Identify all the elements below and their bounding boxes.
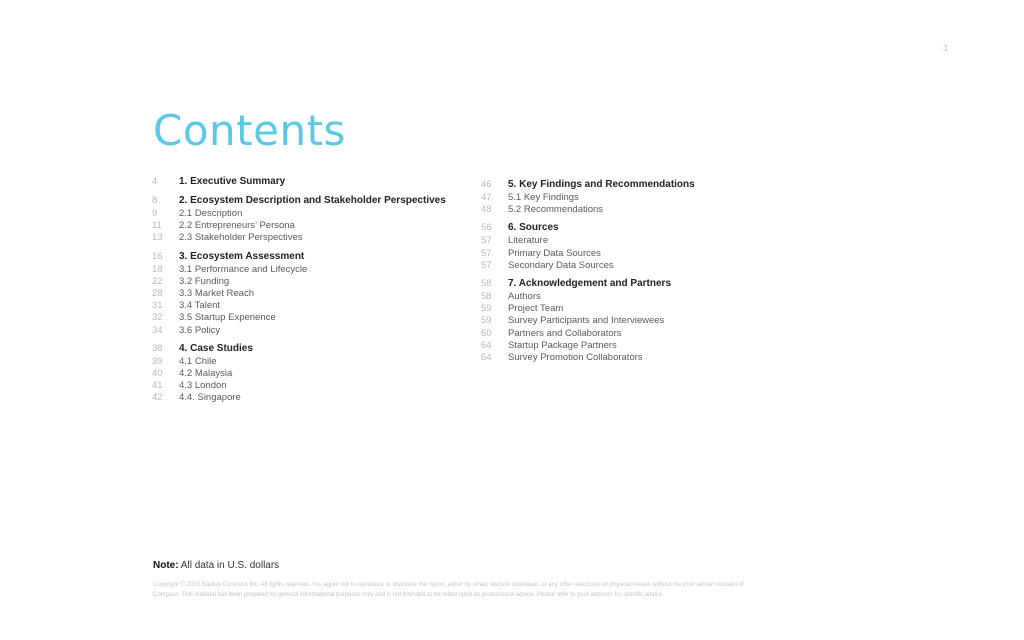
toc-entry-label: Survey Participants and Interviewees: [508, 315, 665, 327]
toc-left-column: [152, 170, 462, 408]
toc-entry-label: 3.3 Market Reach: [179, 288, 254, 300]
toc-page-number: 9: [152, 208, 158, 219]
toc-page-number: 16: [152, 250, 163, 262]
toc-section-heading[interactable]: [481, 177, 741, 192]
toc-page-number: 57: [481, 259, 492, 271]
toc-entry-label: 4.3 London: [179, 380, 227, 392]
toc-heading-label: 4. Case Studies: [179, 342, 253, 354]
toc-entry[interactable]: [152, 232, 462, 244]
toc-section-heading[interactable]: [152, 193, 462, 208]
toc-section: [152, 174, 462, 189]
toc-section-heading[interactable]: [481, 276, 741, 291]
page-number: 3: [943, 44, 948, 53]
toc-section: [152, 249, 462, 337]
toc-entry-label: 3.4 Talent: [179, 300, 221, 312]
toc-page-number: 8: [152, 195, 158, 206]
toc-entry-label: 2.1 Description: [179, 208, 243, 219]
toc-section: [152, 341, 462, 405]
toc-page-number: 31: [152, 300, 163, 312]
toc-section: [152, 193, 462, 245]
toc-entry-label: 2.2 Entrepreneurs’ Persona: [179, 220, 295, 232]
toc-section-heading[interactable]: [152, 341, 462, 356]
toc-entry[interactable]: [481, 328, 741, 340]
toc-page-number: 59: [481, 303, 492, 315]
toc-page-number: 39: [152, 355, 163, 367]
toc-entry[interactable]: [152, 368, 462, 380]
toc-entry[interactable]: [481, 192, 741, 204]
toc-right-column: [481, 173, 741, 367]
toc-page-number: 48: [481, 204, 492, 216]
toc-heading-label: 2. Ecosystem Description and Stakeholder Perspectives: [179, 195, 446, 206]
toc-page-number: 38: [152, 342, 163, 354]
toc-heading-label: 3. Ecosystem Assessment: [179, 250, 305, 262]
toc-entry[interactable]: [481, 260, 741, 272]
toc-entry-label: 3.5 Startup Experience: [179, 312, 276, 324]
toc-entry-label: 5.1 Key Findings: [508, 192, 579, 203]
toc-page-number: 46: [481, 179, 492, 190]
toc-section: [481, 177, 741, 216]
toc-page-number: 34: [152, 324, 163, 336]
toc-section: [481, 276, 741, 364]
toc-entry[interactable]: [481, 315, 741, 327]
toc-heading-label: 1. Executive Summary: [179, 176, 286, 187]
toc-section-heading[interactable]: [152, 174, 462, 189]
toc-entry-label: Literature: [508, 235, 549, 247]
toc-entry-label: 4.2 Malaysia: [179, 368, 233, 380]
copyright-notice: Copyright © 2015 Startup Compass Inc. All rights reserved. You agree not to reproduce or distribute the report, either by email, website download, or any other electronic or physical means without the prior written consent of Compass. This material has been prepared for general informational purposes only and is not intended to be relied upon as professional advice. Please refer to your advisors for specific advice.: [153, 582, 744, 598]
toc-page-number: 57: [481, 235, 492, 247]
toc-page-number: 59: [481, 315, 492, 327]
toc-entry[interactable]: [481, 235, 741, 247]
toc-entry[interactable]: [481, 340, 741, 352]
note-text: All data in U.S. dollars: [180, 560, 280, 571]
toc-entry[interactable]: [481, 291, 741, 303]
toc-page-number: 64: [481, 352, 492, 364]
toc-section-heading[interactable]: [481, 220, 741, 235]
toc-entry-label: Authors: [508, 291, 541, 303]
toc-entry[interactable]: [152, 300, 462, 312]
toc-page-number: 64: [481, 339, 492, 351]
toc-entry-label: Partners and Collaborators: [508, 327, 622, 339]
toc-heading-label: 7. Acknowledgement and Partners: [508, 278, 672, 290]
page-title: Contents: [153, 106, 346, 155]
toc-entry[interactable]: [152, 392, 462, 404]
toc-page-number: 56: [481, 222, 492, 234]
toc-page-number: 58: [481, 291, 492, 303]
toc-entry-label: 3.6 Policy: [179, 324, 221, 336]
toc-entry[interactable]: [152, 264, 462, 276]
toc-page-number: 4: [152, 176, 158, 187]
toc-entry-label: 5.2 Recommendations: [508, 204, 604, 216]
toc-page-number: 47: [481, 192, 492, 203]
toc-page-number: 57: [481, 247, 492, 259]
toc-entry-label: 4.1 Chile: [179, 355, 217, 367]
toc-entry[interactable]: [152, 325, 462, 337]
toc-entry[interactable]: [152, 220, 462, 232]
currency-note: [153, 560, 279, 571]
toc-entry[interactable]: [481, 352, 741, 364]
toc-entry[interactable]: [481, 248, 741, 260]
toc-entry-label: Secondary Data Sources: [508, 259, 614, 271]
toc-entry-label: 2.3 Stakeholder Perspectives: [179, 232, 303, 244]
toc-page-number: 18: [152, 263, 163, 275]
toc-page-number: 42: [152, 392, 163, 404]
toc-entry[interactable]: [152, 312, 462, 324]
toc-entry[interactable]: [152, 288, 462, 300]
toc-page-number: 58: [481, 278, 492, 290]
toc-entry[interactable]: [152, 356, 462, 368]
toc-page-number: 60: [481, 327, 492, 339]
toc-entry-label: Startup Package Partners: [508, 339, 617, 351]
toc-entry-label: 3.2 Funding: [179, 275, 230, 287]
toc-entry[interactable]: [481, 204, 741, 216]
toc-entry-label: 4.4. Singapore: [179, 392, 241, 404]
toc-page-number: 11: [152, 220, 162, 232]
toc-section: [481, 220, 741, 272]
toc-entry-label: Primary Data Sources: [508, 247, 601, 259]
toc-page-number: 32: [152, 312, 163, 324]
toc-page-number: 22: [152, 275, 163, 287]
toc-entry[interactable]: [152, 276, 462, 288]
toc-entry-label: Project Team: [508, 303, 564, 315]
toc-entry-label: 3.1 Performance and Lifecycle: [179, 263, 308, 275]
toc-page-number: 13: [152, 232, 163, 244]
toc-heading-label: 6. Sources: [508, 222, 559, 234]
toc-heading-label: 5. Key Findings and Recommendations: [508, 179, 695, 190]
toc-entry-label: Survey Promotion Collaborators: [508, 352, 643, 364]
toc-entry[interactable]: [481, 303, 741, 315]
note-label: Note:: [153, 560, 179, 571]
toc-page-number: 41: [152, 380, 163, 392]
toc-entry[interactable]: [152, 380, 462, 392]
toc-page-number: 28: [152, 288, 163, 300]
toc-entry[interactable]: [152, 208, 462, 220]
toc-page-number: 40: [152, 368, 163, 380]
toc-section-heading[interactable]: [152, 249, 462, 264]
